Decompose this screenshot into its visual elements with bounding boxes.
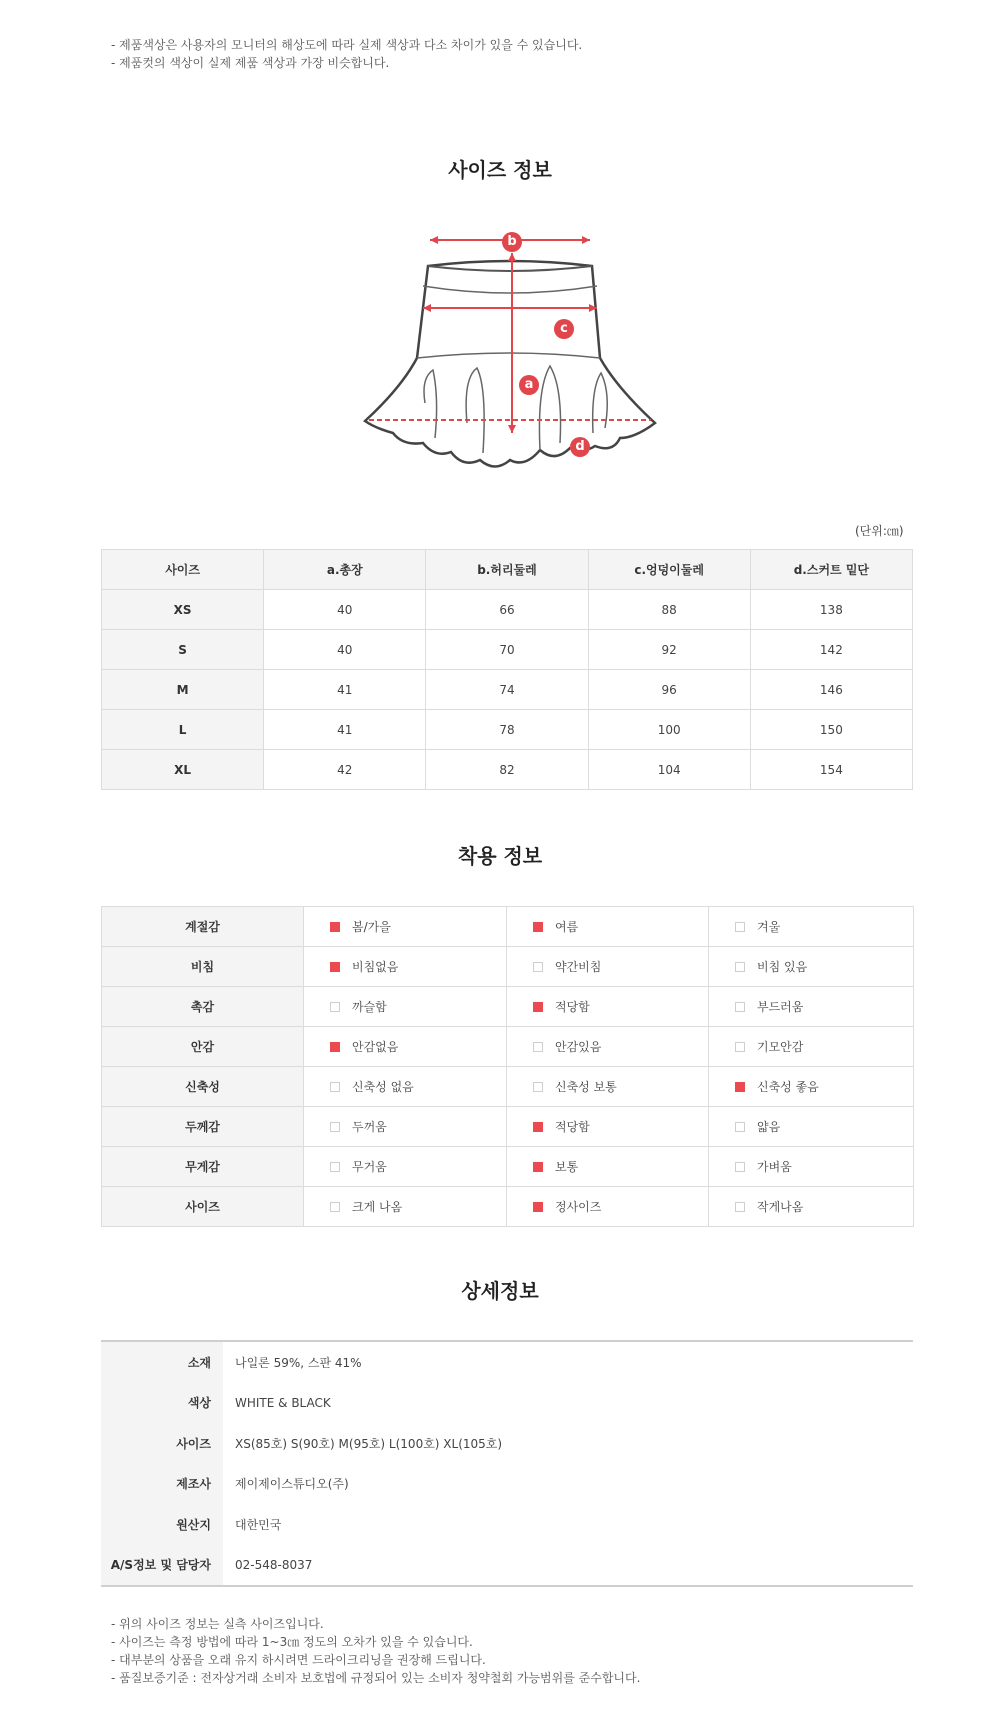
fit-option [304, 1067, 507, 1107]
fit-row-label: 계절감 [102, 907, 304, 947]
fit-option [709, 1107, 914, 1147]
table-cell: 40 [264, 630, 426, 670]
fit-option-label: 무거움 [352, 1160, 387, 1174]
table-cell: 41 [264, 710, 426, 750]
table-header-cell: c.엉덩이둘레 [588, 550, 750, 590]
unchecked-box-icon [735, 1042, 745, 1052]
fit-option [507, 907, 709, 947]
fit-option-label: 봄/가을 [352, 920, 391, 934]
detail-value: 제이제이스튜디오(주) [235, 1477, 349, 1492]
fit-option [709, 1187, 914, 1227]
detail-label: A/S정보 및 담당자 [101, 1545, 223, 1586]
checked-box-icon [533, 1162, 543, 1172]
fit-section-title: 착용 정보 [457, 844, 543, 868]
table-cell: 88 [588, 590, 750, 630]
label-b: b [502, 232, 522, 252]
fit-option [304, 947, 507, 987]
fit-option [709, 947, 914, 987]
detail-row [101, 1464, 913, 1505]
table-cell: 70 [426, 630, 588, 670]
checked-box-icon [330, 1042, 340, 1052]
fit-option-label: 약간비침 [555, 960, 602, 974]
fit-option [304, 1027, 507, 1067]
size-section-title: 사이즈 정보 [448, 158, 552, 182]
fit-row-label: 두께감 [102, 1107, 304, 1147]
unchecked-box-icon [735, 962, 745, 972]
note-line: - 위의 사이즈 정보는 실측 사이즈입니다. [111, 1617, 324, 1631]
table-cell: 92 [588, 630, 750, 670]
table-cell: 146 [750, 670, 912, 710]
fit-option [304, 987, 507, 1027]
table-cell: 154 [750, 750, 912, 790]
checked-box-icon [330, 922, 340, 932]
unchecked-box-icon [330, 1122, 340, 1132]
fit-row [102, 1027, 914, 1067]
fit-option [507, 1147, 709, 1187]
table-cell: L [102, 710, 264, 750]
table-row [102, 710, 913, 750]
checked-box-icon [533, 922, 543, 932]
unchecked-box-icon [735, 922, 745, 932]
top-notes [111, 36, 582, 72]
unchecked-box-icon [735, 1122, 745, 1132]
fit-option-label: 정사이즈 [555, 1200, 602, 1214]
checked-box-icon [330, 962, 340, 972]
fit-row [102, 987, 914, 1027]
detail-row [101, 1383, 913, 1424]
checked-box-icon [533, 1002, 543, 1012]
checked-box-icon [533, 1122, 543, 1132]
fit-option-label: 부드러움 [757, 1000, 804, 1014]
detail-section-title: 상세정보 [461, 1279, 539, 1303]
detail-row [101, 1423, 913, 1464]
table-cell: 138 [750, 590, 912, 630]
fit-option [304, 907, 507, 947]
fit-option [304, 1107, 507, 1147]
label-a: a [519, 375, 539, 395]
detail-label: 소재 [101, 1342, 223, 1383]
table-cell: 74 [426, 670, 588, 710]
detail-value: 대한민국 [235, 1517, 282, 1532]
fit-row [102, 1147, 914, 1187]
fit-row [102, 947, 914, 987]
skirt-diagram [355, 228, 665, 488]
unchecked-box-icon [330, 1162, 340, 1172]
fit-row-label: 사이즈 [102, 1187, 304, 1227]
fit-option-label: 까슬함 [352, 1000, 387, 1014]
fit-row-label: 신축성 [102, 1067, 304, 1107]
note-line: - 제품컷의 색상이 실제 제품 색상과 가장 비슷합니다. [111, 56, 390, 70]
fit-row [102, 907, 914, 947]
detail-value: XS(85호) S(90호) M(95호) L(100호) XL(105호) [235, 1436, 503, 1451]
fit-option-label: 비침없음 [352, 960, 399, 974]
table-header-cell: a.총장 [264, 550, 426, 590]
fit-option [507, 987, 709, 1027]
fit-option-label: 비침 있음 [757, 960, 808, 974]
fit-option-label: 신축성 없음 [352, 1080, 414, 1094]
fit-option-label: 신축성 좋음 [757, 1080, 819, 1094]
fit-option-label: 안감있음 [555, 1040, 602, 1054]
unchecked-box-icon [533, 962, 543, 972]
fit-option-label: 작게나옴 [757, 1200, 804, 1214]
detail-label: 제조사 [101, 1464, 223, 1505]
detail-row [101, 1545, 913, 1586]
fit-option-label: 크게 나옴 [352, 1200, 403, 1214]
fit-option [709, 907, 914, 947]
fit-row-label: 비침 [102, 947, 304, 987]
fit-row [102, 1067, 914, 1107]
detail-row [101, 1342, 913, 1383]
note-line: - 제품색상은 사용자의 모니터의 해상도에 따라 실제 색상과 다소 차이가 있을 수 있습니다. [111, 38, 583, 52]
fit-option [507, 947, 709, 987]
table-cell: S [102, 630, 264, 670]
fit-option-label: 적당함 [555, 1000, 590, 1014]
fit-option [304, 1187, 507, 1227]
detail-table [101, 1340, 913, 1587]
fit-table [101, 906, 914, 1227]
unchecked-box-icon [533, 1082, 543, 1092]
fit-option-label: 신축성 보통 [555, 1080, 617, 1094]
detail-label: 색상 [101, 1383, 223, 1424]
table-cell: 40 [264, 590, 426, 630]
table-cell: 78 [426, 710, 588, 750]
table-cell: 42 [264, 750, 426, 790]
table-row [102, 750, 913, 790]
table-cell: 66 [426, 590, 588, 630]
note-line: - 사이즈는 측정 방법에 따라 1~3㎝ 정도의 오차가 있을 수 있습니다. [111, 1635, 473, 1649]
table-header-row [102, 550, 913, 590]
table-cell: XS [102, 590, 264, 630]
fit-option-label: 가벼움 [757, 1160, 792, 1174]
detail-label: 원산지 [101, 1504, 223, 1545]
fit-row-label: 안감 [102, 1027, 304, 1067]
table-header-cell: b.허리둘레 [426, 550, 588, 590]
table-cell: 104 [588, 750, 750, 790]
detail-value: 02-548-8037 [235, 1557, 313, 1572]
fit-option-label: 안감없음 [352, 1040, 399, 1054]
fit-row-label: 촉감 [102, 987, 304, 1027]
checked-box-icon [735, 1082, 745, 1092]
table-row [102, 670, 913, 710]
fit-row-label: 무게감 [102, 1147, 304, 1187]
fit-option [709, 1027, 914, 1067]
table-cell: 82 [426, 750, 588, 790]
table-cell: XL [102, 750, 264, 790]
fit-option-label: 보통 [555, 1160, 579, 1174]
fit-option [709, 1067, 914, 1107]
detail-label: 사이즈 [101, 1423, 223, 1464]
label-c: c [554, 319, 574, 339]
fit-option-label: 얇음 [757, 1120, 781, 1134]
unchecked-box-icon [735, 1002, 745, 1012]
detail-value: 나일론 59%, 스판 41% [235, 1355, 362, 1370]
unchecked-box-icon [533, 1042, 543, 1052]
fit-option-label: 여름 [555, 920, 579, 934]
note-line: - 대부분의 상품을 오래 유지 하시려면 드라이크리닝을 권장해 드립니다. [111, 1653, 486, 1667]
table-cell: 150 [750, 710, 912, 750]
fit-option-label: 기모안감 [757, 1040, 804, 1054]
fit-option [304, 1147, 507, 1187]
table-header-cell: 사이즈 [102, 550, 264, 590]
fit-option [709, 987, 914, 1027]
fit-option [507, 1187, 709, 1227]
bottom-notes [111, 1615, 640, 1687]
unchecked-box-icon [330, 1082, 340, 1092]
fit-option-label: 겨울 [757, 920, 781, 934]
fit-option [507, 1027, 709, 1067]
table-header-cell: d.스커트 밑단 [750, 550, 912, 590]
fit-option-label: 적당함 [555, 1120, 590, 1134]
checked-box-icon [533, 1202, 543, 1212]
table-cell: M [102, 670, 264, 710]
table-cell: 100 [588, 710, 750, 750]
table-row [102, 630, 913, 670]
unchecked-box-icon [735, 1202, 745, 1212]
unchecked-box-icon [735, 1162, 745, 1172]
table-cell: 41 [264, 670, 426, 710]
fit-option [507, 1107, 709, 1147]
fit-row [102, 1107, 914, 1147]
table-cell: 96 [588, 670, 750, 710]
detail-value: WHITE & BLACK [235, 1395, 331, 1410]
table-cell: 142 [750, 630, 912, 670]
unchecked-box-icon [330, 1202, 340, 1212]
unit-label: (단위:㎝) [855, 524, 904, 538]
label-d: d [570, 437, 590, 457]
table-row [102, 590, 913, 630]
detail-row [101, 1504, 913, 1545]
fit-option-label: 두꺼움 [352, 1120, 387, 1134]
fit-option [709, 1147, 914, 1187]
fit-option [507, 1067, 709, 1107]
note-line: - 품질보증기준 : 전자상거래 소비자 보호법에 규정되어 있는 소비자 청약철회 가능범위를 준수합니다. [111, 1671, 641, 1685]
fit-row [102, 1187, 914, 1227]
size-table [101, 549, 913, 790]
unchecked-box-icon [330, 1002, 340, 1012]
